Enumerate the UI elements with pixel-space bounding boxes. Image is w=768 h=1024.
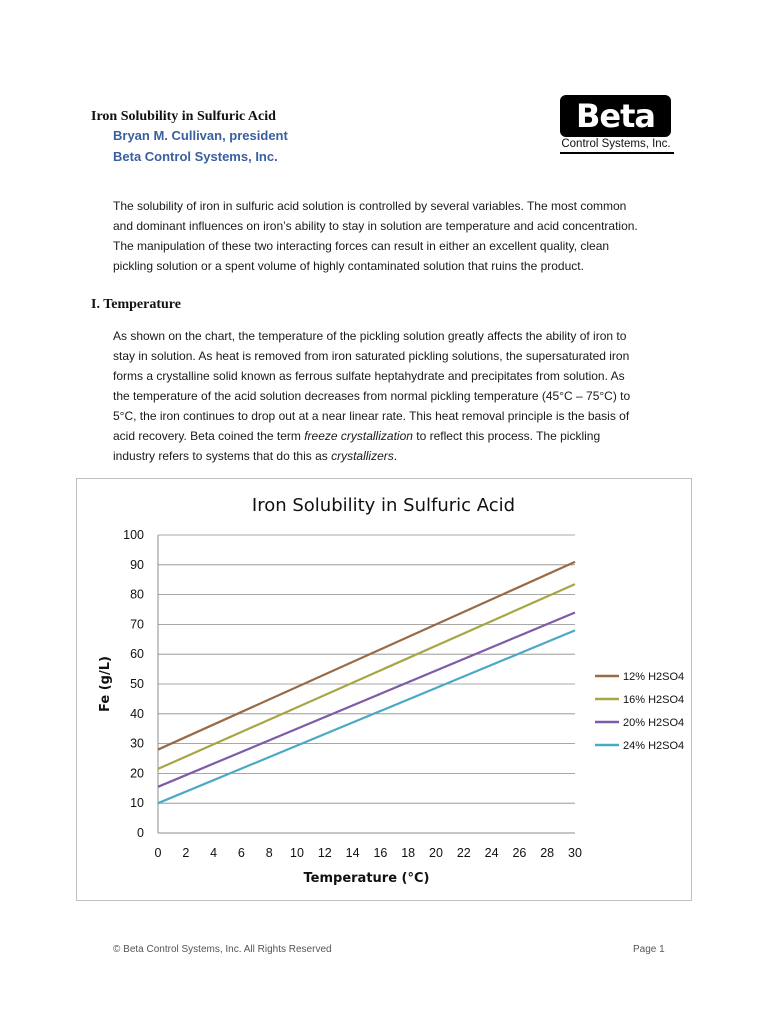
emphasis-crystallizers: crystallizers <box>331 449 394 463</box>
paragraph-line: 5°C, the iron continues to drop out at a near linear rate. This heat removal principle is the basis of <box>113 409 630 423</box>
x-tick-label: 4 <box>210 846 218 860</box>
y-axis-title: Fe (g/L) <box>98 656 113 712</box>
logo-underline <box>560 152 674 154</box>
y-tick-label: 90 <box>130 557 144 572</box>
text-run: acid recovery. Beta coined the term <box>113 429 305 443</box>
x-tick-label: 2 <box>182 846 190 860</box>
chart-canvas <box>77 479 693 902</box>
x-tick-label: 14 <box>345 846 360 860</box>
paragraph-line: forms a crystalline solid known as ferrous sulfate heptahydrate and precipitates from solution. As <box>113 369 625 383</box>
emphasis-freeze-crystallization: freeze crystallization <box>304 429 413 443</box>
y-tick-label: 20 <box>130 766 144 781</box>
footer-page-number: Page 1 <box>633 944 665 955</box>
author-company: Beta Control Systems, Inc. <box>113 149 278 164</box>
y-tick-label: 100 <box>123 528 144 542</box>
beta-logo <box>558 95 674 155</box>
text-run: . <box>393 449 398 463</box>
logo-badge <box>560 95 671 137</box>
y-tick-label: 80 <box>130 587 144 602</box>
x-tick-label: 8 <box>265 846 273 860</box>
x-tick-label: 22 <box>456 846 471 860</box>
x-tick-label: 10 <box>290 846 304 860</box>
series-line <box>158 584 575 769</box>
legend-label: 12% H2SO4 <box>623 671 685 683</box>
y-tick-label: 40 <box>130 706 144 721</box>
x-tick-label: 26 <box>512 846 527 860</box>
paragraph-line: stay in solution. As heat is removed from iron saturated pickling solutions, the supersaturated iron <box>113 349 630 363</box>
paragraph-line <box>113 426 688 446</box>
y-tick-label: 30 <box>130 736 144 751</box>
paragraph-line: As shown on the chart, the temperature of the pickling solution greatly affects the ability of iron to <box>113 329 627 343</box>
x-axis-title: Temperature (°C) <box>303 871 430 886</box>
x-tick-label: 16 <box>373 846 388 860</box>
footer-copyright: © Beta Control Systems, Inc. All Rights Reserved <box>113 944 332 955</box>
y-tick-label: 60 <box>130 647 144 662</box>
author-name: Bryan M. Cullivan, president <box>113 128 288 143</box>
x-tick-label: 0 <box>154 846 162 860</box>
y-tick-label: 50 <box>130 677 144 691</box>
paragraph-line: the temperature of the acid solution decreases from normal pickling temperature (45°C – 75°C) to <box>113 389 631 403</box>
x-tick-label: 18 <box>401 846 416 860</box>
document-title: Iron Solubility in Sulfuric Acid <box>91 109 276 124</box>
series-line <box>158 612 575 786</box>
intro-line: The manipulation of these two interacting forces can result in either an excellent quality, clean <box>113 239 610 253</box>
section-heading-temperature: I. Temperature <box>91 297 181 312</box>
text-run: to reflect this process. The pickling <box>412 429 601 443</box>
legend-label: 24% H2SO4 <box>623 740 685 752</box>
intro-line: and dominant influences on iron’s ability to stay in solution are temperature and acid concentration. <box>113 219 638 233</box>
x-tick-label: 28 <box>540 846 555 860</box>
legend-label: 16% H2SO4 <box>623 694 685 706</box>
x-tick-label: 12 <box>317 846 332 860</box>
y-tick-label: 10 <box>130 796 144 811</box>
temperature-paragraph <box>113 326 688 466</box>
x-tick-label: 20 <box>429 846 443 860</box>
y-tick-label: 0 <box>137 826 144 840</box>
y-tick-label: 70 <box>130 617 144 632</box>
chart-title: Iron Solubility in Sulfuric Acid <box>251 495 516 516</box>
intro-line: pickling solution or a spent volume of highly contaminated solution that ruins the product. <box>113 259 584 273</box>
legend-label: 20% H2SO4 <box>623 717 685 729</box>
paragraph-line <box>113 446 688 466</box>
x-tick-label: 24 <box>484 846 499 860</box>
logo-main-text: Beta <box>576 97 655 135</box>
solubility-chart <box>76 478 692 901</box>
text-run: industry refers to systems that do this as <box>113 449 332 463</box>
intro-line: The solubility of iron in sulfuric acid solution is controlled by several variables. The most common <box>113 199 627 213</box>
x-tick-label: 30 <box>568 846 582 860</box>
logo-sub-text: Control Systems, Inc. <box>561 138 671 150</box>
x-tick-label: 6 <box>237 846 245 860</box>
intro-paragraph <box>113 196 688 276</box>
